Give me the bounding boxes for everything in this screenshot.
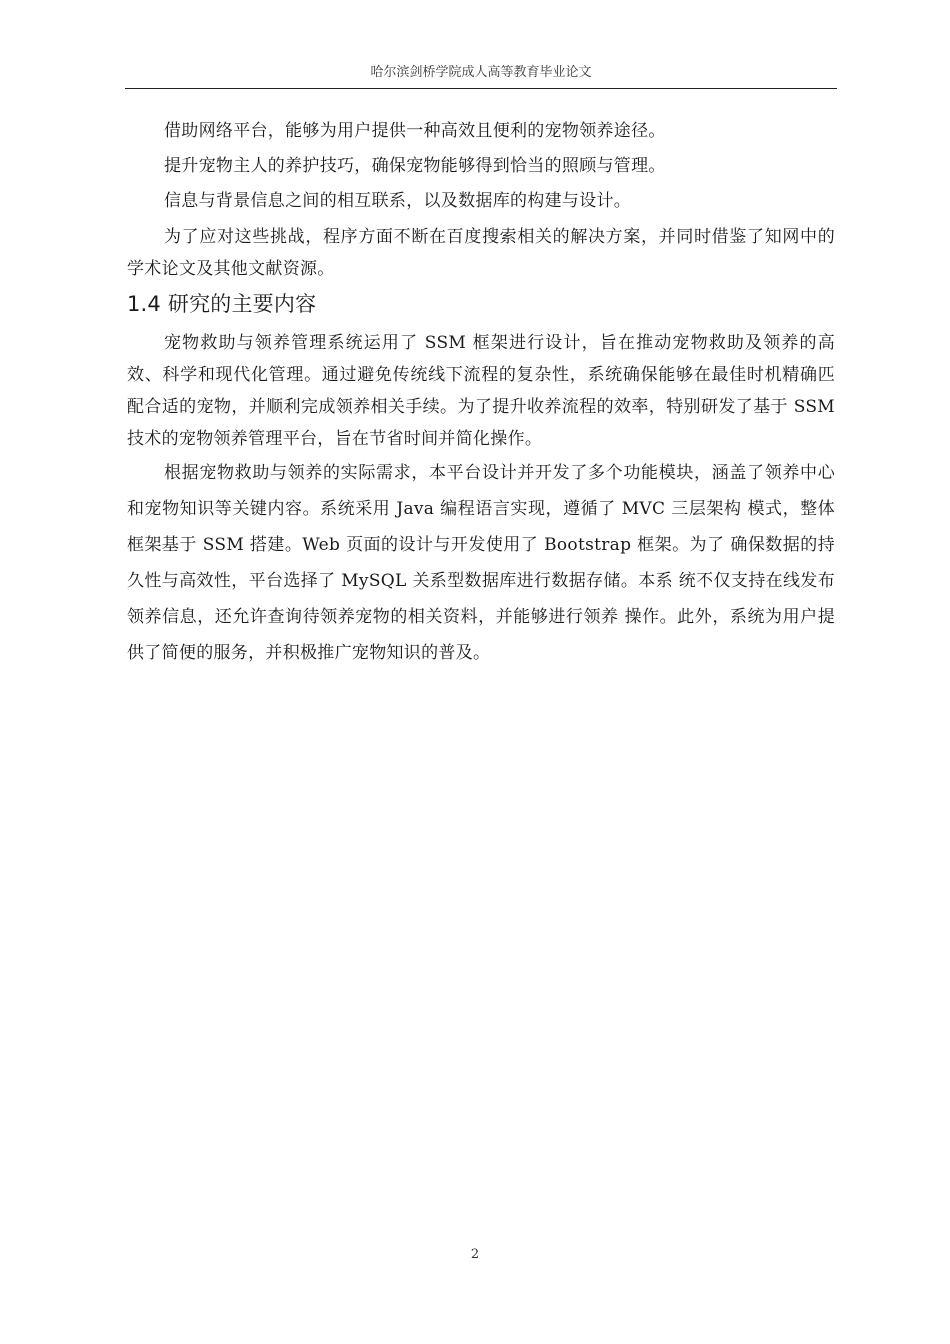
body-paragraph: 宠物救助与领养管理系统运用了 SSM 框架进行设计，旨在推动宠物救助及领养的高效、科学和现代化管理。通过避免传统线下流程的复杂性，系统确保能够在最佳时机精确匹配合适的宠物，并顺利完成领养相关手续。为了提升收养流程的效率，特别研发了基于 SSM 技术的宠物领养管理平台，旨在节省时间并简化操作。 (127, 333, 835, 449)
section-heading: 1.4 研究的主要内容 (127, 292, 317, 316)
header-divider (125, 88, 837, 89)
intro-item: 借助网络平台，能够为用户提供一种高效且便利的宠物领养途径。 (164, 121, 666, 141)
intro-item: 信息与背景信息之间的相互联系，以及数据库的构建与设计。 (164, 191, 632, 211)
running-header: 哈尔滨剑桥学院成人高等教育毕业论文 (370, 65, 592, 80)
intro-item: 提升宠物主人的养护技巧，确保宠物能够得到恰当的照顾与管理。 (164, 156, 666, 176)
page-body (127, 114, 835, 671)
intro-paragraph: 为了应对这些挑战，程序方面不断在百度搜索相关的解决方案，并同时借鉴了知网中的学术论文及其他文献资源。 (127, 227, 835, 279)
page-number: 2 (470, 1247, 480, 1262)
body-paragraph: 根据宠物救助与领养的实际需求，本平台设计并开发了多个功能模块，涵盖了领养中心和宠物知识等关键内容。系统采用 Java 编程语言实现，遵循了 MVC 三层架构 模式，整体框架基于 SSM 搭建。Web 页面的设计与开发使用了 Bootstrap 框架。为了 确保数据的持久性与高效性，平台选择了 MySQL 关系型数据库进行数据存储。本系 统不仅支持在线发布领养信息，还允许查询待领养宠物的相关资料，并能够进行领养 操作。此外，系统为用户提供了简便的服务，并积极推广宠物知识的普及。 (127, 463, 835, 663)
